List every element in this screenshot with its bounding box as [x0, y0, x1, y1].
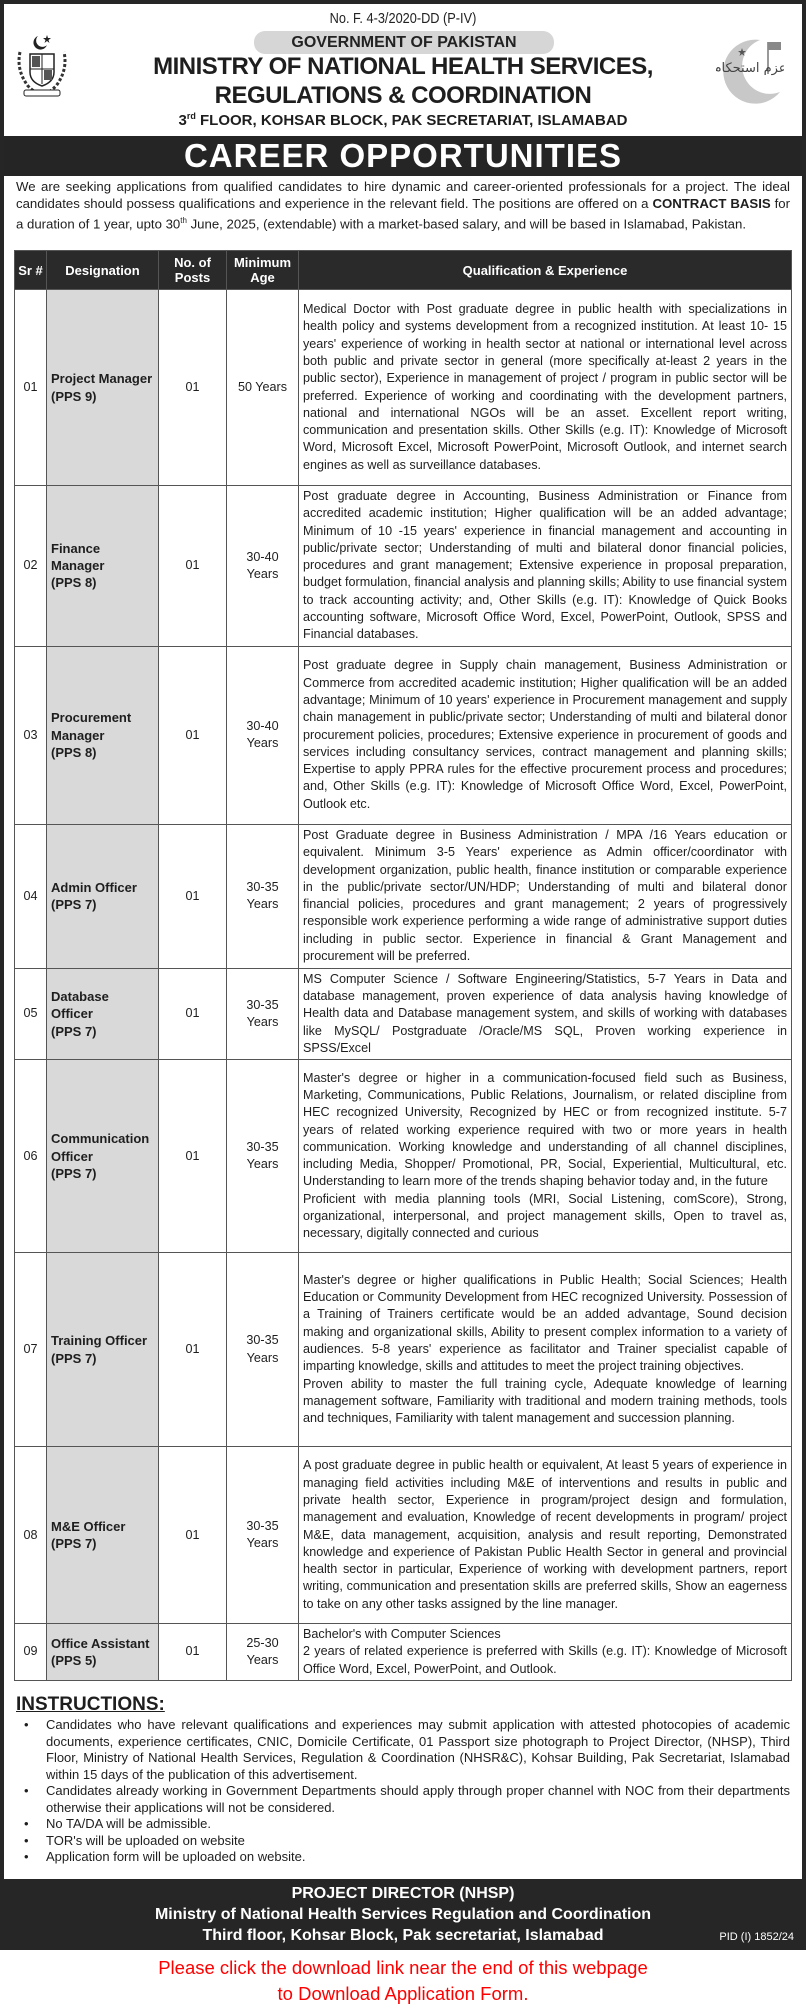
table-row: [15, 1253, 792, 1447]
row-minimum-age: [227, 290, 299, 486]
header-qualification: Qualification & Experience: [299, 251, 792, 290]
row-qualification: [299, 646, 792, 824]
row-qualification: [299, 1447, 792, 1624]
qualification-paragraph: Master's degree or higher qualifications in Public Health; Social Sciences; Health Education or Community Development from HEC recognized University. Possession of a Training of Trainers certificate would be an added advantage, Sound decision making and organizational skills, Ability to present complex information to a variety of audiences. 5-8 years' experience as facilitator and Trainer specialist capable of imparting knowledge, skills and attitudes to meet the project training objectives.: [303, 1272, 787, 1374]
reference-number: No. F. 4-3/2020-DD (P-IV): [329, 10, 477, 27]
instruction-item: • No TA/DA will be admissible.: [16, 1816, 790, 1833]
positions-table: [14, 250, 792, 1681]
row-qualification: [299, 824, 792, 968]
designation-grade: (PPS 9): [51, 388, 97, 404]
row-designation: [47, 968, 159, 1059]
designation-title: Communication Officer: [51, 1131, 150, 1164]
age-unit: Years: [246, 1157, 279, 1172]
row-designation: [47, 1060, 159, 1253]
designation-grade: (PPS 7): [51, 1350, 97, 1366]
row-qualification: [299, 1624, 792, 1681]
designation-grade: (PPS 7): [51, 1165, 97, 1181]
ministry-name-line2: REGULATIONS & COORDINATION: [214, 82, 592, 109]
row-sr-number: 08: [15, 1447, 47, 1624]
designation-grade: (PPS 5): [51, 1653, 97, 1669]
row-qualification: [299, 968, 792, 1059]
career-opportunities-banner: CAREER OPPORTUNITIES: [4, 136, 802, 176]
table-row: [15, 1447, 792, 1624]
age-range: 50 Years: [237, 379, 288, 394]
row-qualification: [299, 1060, 792, 1253]
table-row: [15, 1060, 792, 1253]
qualification-paragraph: A post graduate degree in public health or equivalent, At least 5 years of experience in managing field activities including M&E of interventions and results in public and private health sector, Experience in program/project design and formulation, management and evaluation, Knowledge of recent developments in program/ project M&E, data management, acquisition, analysis and result reporting, Demonstrated knowledge and experience of Pakistan Public Health Sector in general and provincial health sector in particular, Experience of working with development partners, report writing, communication and presentation skills are preferred skills, Show an eagerness to take on any other tasks assigned by the line manager.: [303, 1458, 787, 1611]
age-unit: Years: [246, 736, 279, 751]
age-range: 30-35: [246, 1139, 279, 1154]
ministry-name-line1: MINISTRY OF NATIONAL HEALTH SERVICES,: [153, 53, 653, 80]
row-minimum-age: [227, 824, 299, 968]
table-row: [15, 824, 792, 968]
age-range: 30-35: [246, 879, 279, 894]
row-qualification: [299, 486, 792, 647]
instruction-item: • Candidates who have relevant qualifications and experiences may submit application with attested photocopies of academic documents, experience certificates, CNIC, Domicile Certificate, 01 Passport size photograph to Project Director, (NHSP), Third Floor, Ministry of National Health Services, Regulation & Coordination (NHSR&C), Kohsar Building, Pak Secretariat, Islamabad within 15 days of the publication of this advertisement.: [16, 1717, 790, 1783]
qualification-paragraph: MS Computer Science / Software Engineering/Statistics, 5-7 Years in Data and database management, proven experience of data analysis having knowledge of Health data and Database management system, and skills of working with databases like MySQL/ Postgraduate /Oracle/MS SQL, Proven working experience in SPSS/Excel: [303, 971, 787, 1055]
age-range: 30-35: [246, 997, 279, 1012]
row-posts: 01: [159, 290, 227, 486]
instruction-item: • Candidates already working in Government Departments should apply through proper channel with NOC from their departments otherwise their applications will not be considered.: [16, 1783, 790, 1816]
row-designation: [47, 1447, 159, 1624]
designation-grade: (PPS 8): [51, 744, 97, 760]
row-minimum-age: [227, 968, 299, 1059]
row-posts: 01: [159, 486, 227, 647]
row-designation: [47, 1253, 159, 1447]
intro-paragraph: We are seeking applications from qualified candidates to hire dynamic and career-oriented professionals for a project. The ideal candidates should possess qualifications and experience in the relevant field. The positions are offered on a CONTRACT BASIS for a duration of 1 year, upto 30th June, 2025, (extendable) with a market-based salary, and will be based in Islamabad, Pakistan.: [16, 179, 790, 232]
row-designation: [47, 824, 159, 968]
instruction-item: • Application form will be uploaded on website.: [16, 1849, 790, 1866]
positions-table-body: [15, 290, 792, 1681]
designation-title: Project Manager: [51, 371, 153, 387]
download-note-line1: Please click the download link near the end of this webpage: [158, 1957, 648, 1978]
age-unit: Years: [246, 1653, 279, 1668]
row-minimum-age: [227, 1253, 299, 1447]
age-unit: Years: [246, 566, 279, 581]
designation-grade: (PPS 7): [51, 1023, 97, 1039]
row-posts: 01: [159, 646, 227, 824]
row-posts: 01: [159, 1624, 227, 1681]
table-header-row: [15, 251, 792, 290]
designation-title: Training Officer: [51, 1333, 148, 1349]
qualification-paragraph: Proficient with media planning tools (MRI, Social Listening, comScore), Strong, organizational, interpersonal, and project management skills, Open to travel as, necessary, digitally connected and curious: [303, 1191, 787, 1241]
footer-ministry: Ministry of National Health Services Regulation and Coordination: [154, 1906, 652, 1923]
row-minimum-age: [227, 1060, 299, 1253]
header-posts: No. of Posts: [159, 251, 227, 290]
row-designation: [47, 1624, 159, 1681]
designation-grade: (PPS 8): [51, 575, 97, 591]
contact-footer: [4, 1879, 802, 1950]
row-minimum-age: [227, 1624, 299, 1681]
row-sr-number: 03: [15, 646, 47, 824]
row-minimum-age: [227, 646, 299, 824]
table-row: [15, 486, 792, 647]
header-sr: Sr #: [15, 251, 47, 290]
header-designation: Designation: [47, 251, 159, 290]
qualification-paragraph: Post graduate degree in Accounting, Business Administration or Finance from accredited academic institution; Higher qualification will be an added advantage; Minimum of 10 -15 years' experience in financial management and accounting in public/private sector; Understanding of multi and bilateral donor financial policies, procedures and grant management; Extensive experience in proposal preparation, budget formulation, financial analysis and planning skills; Ability to use financial system to track accounting activity; and, Other Skills (e.g. IT): Knowledge of Quick Books accounting software, Microsoft Office Word, Excel, PowerPoint, Outlook, SPSS and Financial databases.: [303, 489, 787, 642]
qualification-paragraph: Post graduate degree in Supply chain management, Business Administration or Commerce from accredited academic institution; Higher qualification will be an added advantage; Minimum of 10 years' experience in Procurement management and supply chain management in public/private sector; Understanding of multi and bilateral donor procurement policies, procedures; Extensive experience in procurement of goods and services including consultancy services, contract management and planning skills; Expertise to apply PPRA rules for the effective procurement process and procedures; and, Other Skills (e.g. IT): Knowledge of Microsoft Office Word, Excel, PowerPoint, Outlook etc.: [303, 658, 787, 811]
designation-grade: (PPS 7): [51, 1536, 97, 1552]
age-range: 30-35: [246, 1333, 279, 1348]
table-row: [15, 1624, 792, 1681]
designation-title: Office Assistant: [51, 1635, 150, 1651]
row-posts: 01: [159, 1447, 227, 1624]
row-designation: [47, 290, 159, 486]
row-minimum-age: [227, 486, 299, 647]
row-sr-number: 09: [15, 1624, 47, 1681]
row-sr-number: 06: [15, 1060, 47, 1253]
pid-number: PID (I) 1852/24: [719, 1931, 794, 1943]
designation-title: M&E Officer: [51, 1518, 126, 1534]
qualification-paragraph: Master's degree or higher in a communication-focused field such as Business, Marketing, Communications, Public Relations, Journalism, or related discipline from HEC recognized University, Recognized by HEC or from recognized institute. 5-7 years of related working experience required with two or more years in health communication. Working knowledge and understanding of all channel disciplines, including Media, Shopper/ Promotional, PR, Social, Experiential, Multicultural, etc. Understanding to learn more of the trends shaping behavior today and, in the future: [303, 1070, 787, 1189]
qualification-paragraph: Bachelor's with Computer Sciences: [303, 1627, 501, 1642]
row-sr-number: 01: [15, 290, 47, 486]
header-age: Minimum Age: [227, 251, 299, 290]
designation-title: Database Officer: [51, 988, 109, 1022]
table-row: [15, 968, 792, 1059]
azm-e-istehkam-logo-icon: [716, 34, 784, 108]
qualification-paragraph: Post Graduate degree in Business Administration / MPA /16 Years education or equivalent. Minimum 3-5 Years' experience as Admin officer/coordinator with development organization, public health, finance institution or comparable experience in the public/private sector/UN/HDP; Understanding of multi and bilateral donor financial policies, procedures and grant management; 2 years of progressively responsible work experience performing a wide range of administrative support duties including in public sector. Experience in financial & Grant Management and procurement will be preferred.: [303, 827, 787, 964]
row-posts: 01: [159, 1253, 227, 1447]
age-unit: Years: [246, 1536, 279, 1551]
svg-text:عزم استحکام: عزم استحکام: [716, 61, 784, 76]
row-minimum-age: [227, 1447, 299, 1624]
instructions-title: INSTRUCTIONS:: [16, 1694, 165, 1715]
ministry-address: 3rd FLOOR, KOHSAR BLOCK, PAK SECRETARIAT, ISLAMABAD: [178, 111, 628, 129]
qualification-paragraph: Medical Doctor with Post graduate degree in public health with specializations in health policy and systems development from a recognized institution. At least 10- 15 years' experience of working in health sector at national or international level across both public and private sector in general (more specifically at-least 2 years in the public sector), Experience in management of project / program in public sector will be preferred. Experience of working and coordinating with the development partners, national and international NGOs will be an asset. Excellent report writing, communication and presentation skills. Other Skills (e.g. IT): Knowledge of Microsoft Word, Microsoft Excel, Microsoft PowerPoint, Microsoft Outlook, and internet search engines as well as surveillance databases.: [303, 302, 787, 472]
designation-title: Finance Manager: [51, 540, 105, 574]
age-range: 30-35: [246, 1518, 279, 1533]
row-qualification: [299, 1253, 792, 1447]
table-row: [15, 290, 792, 486]
row-sr-number: 05: [15, 968, 47, 1059]
age-unit: Years: [246, 897, 279, 912]
row-designation: [47, 646, 159, 824]
download-note: [0, 1955, 806, 2007]
government-label: GOVERNMENT OF PAKISTAN: [254, 31, 554, 54]
qualification-paragraph: Proven ability to master the full training cycle, Adequate knowledge of learning management software, Familiarity with traditional and modern training methods, tools and techniques, Familiarity with talent management and succession planning.: [303, 1376, 787, 1426]
download-note-line2: to Download Application Form.: [277, 1983, 529, 2004]
age-unit: Years: [246, 1350, 279, 1365]
row-designation: [47, 486, 159, 647]
row-sr-number: 07: [15, 1253, 47, 1447]
table-row: [15, 646, 792, 824]
row-sr-number: 02: [15, 486, 47, 647]
footer-address: Third floor, Kohsar Block, Pak secretariat, Islamabad: [202, 1927, 604, 1944]
instruction-item: • TOR's will be uploaded on website: [16, 1833, 790, 1850]
designation-grade: (PPS 7): [51, 897, 97, 913]
designation-title: Admin Officer: [51, 879, 137, 895]
row-posts: 01: [159, 824, 227, 968]
age-unit: Years: [246, 1014, 279, 1029]
row-posts: 01: [159, 968, 227, 1059]
age-range: 25-30: [246, 1635, 279, 1650]
designation-title: Procurement Manager: [51, 710, 132, 743]
age-range: 30-40: [246, 549, 279, 564]
ad-header: [4, 4, 802, 136]
qualification-paragraph: 2 years of related experience is preferred with Skills (e.g. IT): Knowledge of Microsoft Office Word, Excel, PowerPoint, and Outlook.: [303, 1644, 787, 1676]
row-posts: 01: [159, 1060, 227, 1253]
age-range: 30-40: [246, 718, 279, 733]
instructions-list: [16, 1717, 790, 1866]
row-sr-number: 04: [15, 824, 47, 968]
footer-designation: PROJECT DIRECTOR (NHSP): [291, 1885, 515, 1902]
row-qualification: [299, 290, 792, 486]
